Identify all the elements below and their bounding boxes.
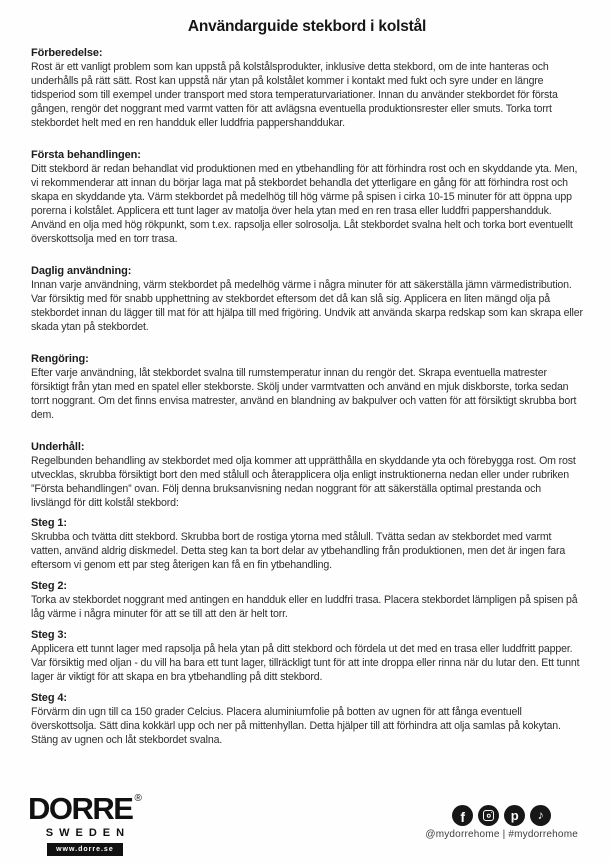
section-heading: Steg 3: xyxy=(31,629,67,641)
section-heading: Underhåll: xyxy=(31,441,85,453)
section-body: Applicera ett tunnt lager med rapsolja på hela ytan på ditt stekbord och fördela ut det med en trasa eller luddfritt papper. Var försiktig med oljan - du vill ha bara ett tunt lager, tillräckligt tunt för att inte droppa eller rinna när du lutar den. Ett tunnt lager är viktigt för att skapa en bra ytbehandling på ditt stekbord. xyxy=(31,643,580,683)
section-heading: Steg 1: xyxy=(31,517,67,529)
section-heading: Steg 2: xyxy=(31,580,67,592)
guide-section xyxy=(31,691,583,747)
logo-country-text: SWEDEN xyxy=(45,827,131,839)
section-body: Efter varje användning, låt stekbordet svalna till rumstemperatur innan du rengör det. Skrapa eventuella matrester försiktigt från ytan med en spatel eller stekborste. Skölj under varmtvatten och använd en mjuk diskborste, torka sedan torrt noggrant. Om det finns envisa matrester, använd en blandning av bakpulver och vatten för att försiktigt skrubba bort dem. xyxy=(31,367,577,421)
tiktok-icon[interactable]: ♪ xyxy=(530,805,551,826)
guide-section xyxy=(31,46,583,130)
facebook-icon[interactable]: f xyxy=(452,805,473,826)
footer xyxy=(28,791,584,856)
guide-section xyxy=(31,440,583,510)
instagram-icon[interactable] xyxy=(478,805,499,826)
social-handle-text: @mydorrehome | #mydorrehome xyxy=(425,829,578,840)
section-body: Innan varje användning, värm stekbordet på medelhög värme i några minuter för att säkerställa jämn värmedistribution. Var försiktig med för snabb upphettning av stekbordet eftersom det då kan slå sig. Applicera en liten mängd olja på stekbordet innan du lägger till mat för att hjälpa till med frigöring. Undvik att använda skarpa redskap som kan skrapa eller skada ytan på stekbordet. xyxy=(31,279,583,333)
guide-section xyxy=(31,148,583,246)
guide-section xyxy=(31,579,583,621)
section-body: Skrubba och tvätta ditt stekbord. Skrubba bort de rostiga ytorna med stålull. Tvätta sedan av stekbordet med varmt vatten, använd aldrig diskmedel. Detta steg kan ta bort delar av ytbehandling från produktionen, men det är ingen fara eftersom vi genom ett par steg återigen kan få en fin ytbehandling. xyxy=(31,531,566,571)
logo-brand-text: DORRE xyxy=(28,791,133,826)
section-heading: Rengöring: xyxy=(31,353,89,365)
section-heading: Daglig användning: xyxy=(31,265,132,277)
guide-section xyxy=(31,516,583,572)
social-block xyxy=(425,805,578,840)
section-body: Regelbunden behandling av stekbordet med olja kommer att upprätthålla en skyddande yta och förebygga rost. Om rost utvecklas, skrubba försiktigt bort den med stålull och återapplicera olja enligt instruktionerna nedan eller under rubriken ”Första behandlingen” ovan. Följ denna bruksanvisning nedan noggrant för att säkerställa optimal prestanda och livslängd för ditt kolstål stekbord: xyxy=(31,455,576,509)
section-heading: Steg 4: xyxy=(31,692,67,704)
section-heading: Förberedelse: xyxy=(31,47,103,59)
section-body: Torka av stekbordet noggrant med antingen en handduk eller en luddfri trasa. Placera stekbordet lämpligen på spisen på låg värme i några minuter för att se till att den är helt torr. xyxy=(31,594,578,620)
section-body: Ditt stekbord är redan behandlat vid produktionen med en ytbehandling för att förhindra rost och en skyddande yta. Men, vi rekommenderar att innan du börjar laga mat på stekbordet behandla det ytterligare en gång för att förhindra rost och skapa en skyddande yta. Värm stekbordet på medelhög till hög värme på spisen i cirka 10-15 minuter för att öppna upp porerna i kolstålet. Applicera ett tunt lager av matolja över hela ytan med en ren trasa eller luddfri pappershandduk. Använd en olja med hög rökpunkt, som t.ex. rapsolja eller solrosolja. Låt stekbordet svalna helt och torka bort eventuellt överskottsolja med en torr trasa. xyxy=(31,163,578,245)
social-icons-row xyxy=(452,805,551,826)
pinterest-icon[interactable]: p xyxy=(504,805,525,826)
website-link[interactable]: www.dorre.se xyxy=(47,843,123,856)
registered-trademark-icon: ® xyxy=(134,793,142,804)
section-body: Rost är ett vanligt problem som kan uppstå på kolstålsprodukter, inklusive detta stekbord, om de inte hanteras och underhålls på rätt sätt. Rost kan uppstå när ytan på kolstålet kommer i kontakt med fukt och syre under en längre tidsperiod som till exempel under transport med stora temperaturvariationer. Innan du använder stekbordet för första gången, rengör det noggrant med varmt vatten för att avlägsna eventuella produktionsrester eller smuts. Torka torrt stekbordet helt med en ren handduk eller luddfria pappershanddukar. xyxy=(31,61,558,129)
section-body: Förvärm din ugn till ca 150 grader Celcius. Placera aluminiumfolie på botten av ugnen för att fånga eventuell överskottsolja. Sätt dina kokkärl upp och ner på mittenhyllan. Detta hjälper till att förhindra att olja samlas på kokytan. Stäng av ugnen och låt stekbordet svalna. xyxy=(31,706,561,746)
sections-container xyxy=(31,46,583,747)
logo-row xyxy=(28,791,142,826)
guide-section xyxy=(31,628,583,684)
section-heading: Första behandlingen: xyxy=(31,149,141,161)
guide-section xyxy=(31,352,583,422)
guide-section xyxy=(31,264,583,334)
dorre-logo xyxy=(28,791,142,856)
page-title: Användarguide stekbord i kolstål xyxy=(187,18,427,35)
